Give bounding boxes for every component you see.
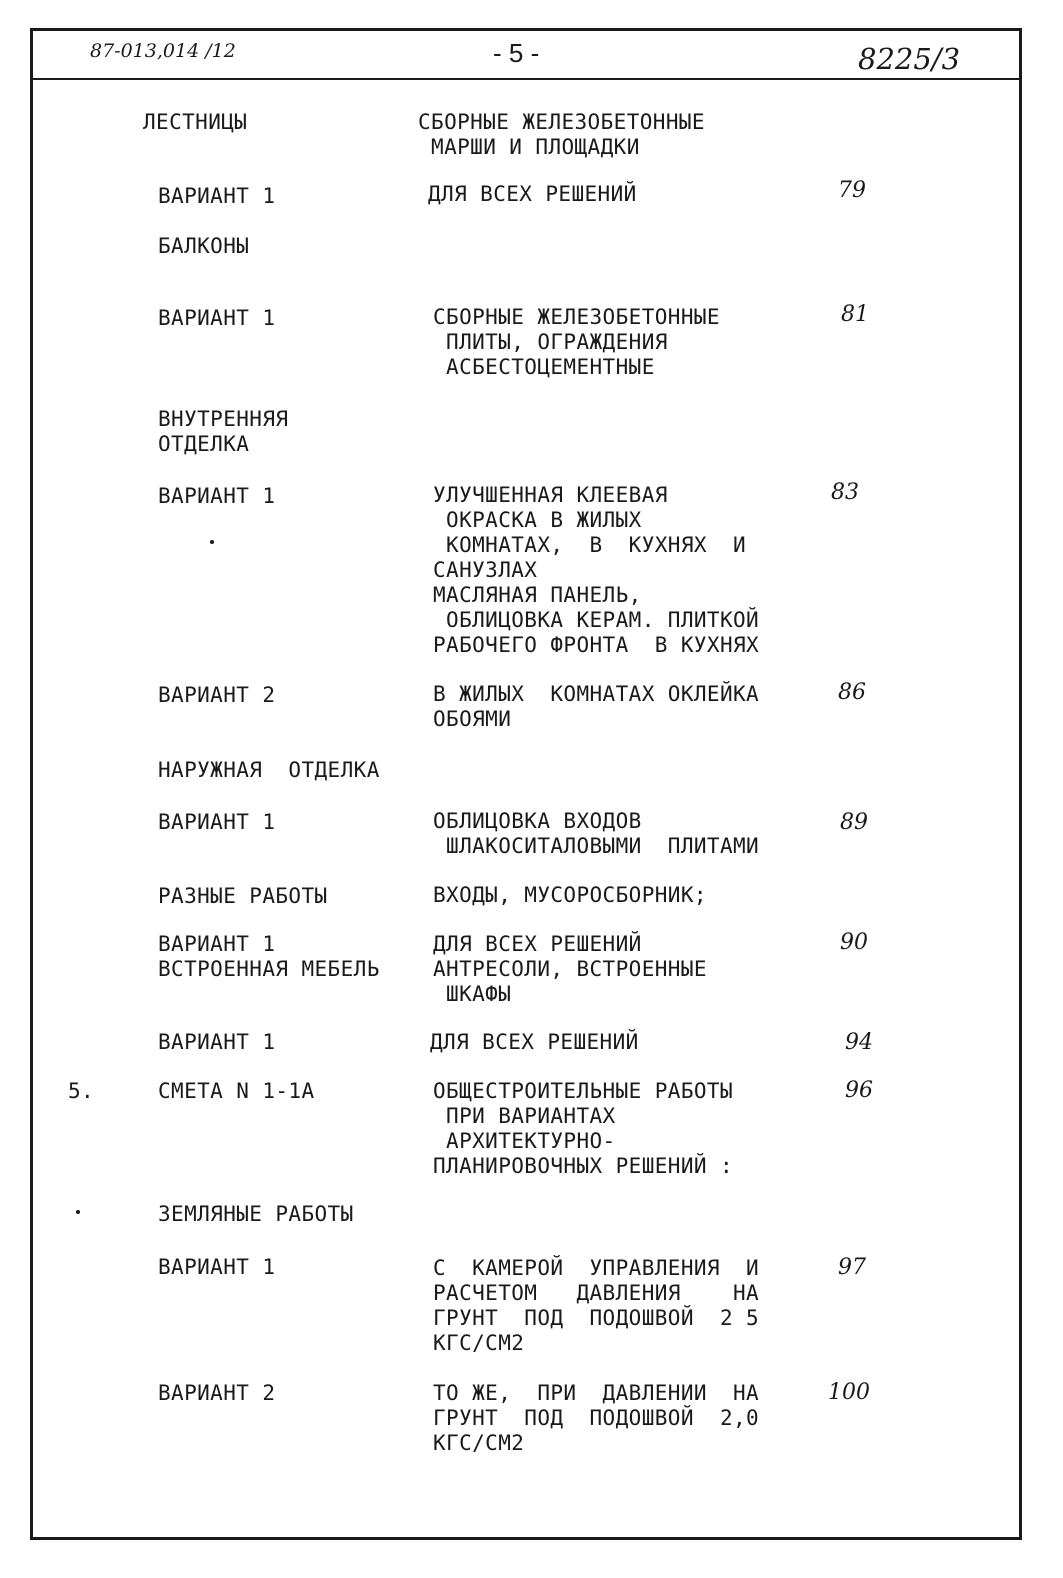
variant-label: ВАРИАНТ 1 [158, 1255, 276, 1279]
header-rule [30, 78, 1022, 80]
variant-label: ВАРИАНТ 1 [158, 184, 276, 208]
entry-page-number: 94 [845, 1030, 873, 1055]
entry-description: ДЛЯ ВСЕХ РЕШЕНИЙ АНТРЕСОЛИ, ВСТРОЕННЫЕ ШКАФЫ [433, 932, 707, 1006]
item-number: 5. [68, 1079, 95, 1103]
document-code: 87-013,014 /12 [90, 40, 236, 62]
page-number: - 5 - [493, 38, 540, 68]
section-label: ВНУТРЕННЯЯ ОТДЕЛКА [158, 407, 289, 456]
entry-description: ОБЛИЦОВКА ВХОДОВ ШЛАКОСИТАЛОВЫМИ ПЛИТАМИ [433, 809, 760, 858]
entry-description: ОБЩЕСТРОИТЕЛЬНЫЕ РАБОТЫ ПРИ ВАРИАНТАХ АРХИТЕКТУРНО- ПЛАНИРОВОЧНЫХ РЕШЕНИЙ : [433, 1079, 733, 1178]
entry-description: ТО ЖЕ, ПРИ ДАВЛЕНИИ НА ГРУНТ ПОД ПОДОШВОЙ 2,0 КГС/СМ2 [433, 1381, 760, 1455]
section-label: НАРУЖНАЯ ОТДЕЛКА [158, 758, 380, 782]
variant-label: ВАРИАНТ 2 [158, 683, 276, 707]
entry-page-number: 79 [838, 178, 866, 203]
speck-mark [210, 540, 214, 544]
entry-description: ДЛЯ ВСЕХ РЕШЕНИЙ [428, 182, 637, 206]
entry-page-number: 97 [838, 1255, 866, 1280]
variant-label: ВАРИАНТ 1 ВСТРОЕННАЯ МЕБЕЛЬ [158, 932, 380, 981]
section-label: ЛЕСТНИЦЫ [143, 110, 248, 134]
entry-description: СБОРНЫЕ ЖЕЛЕЗОБЕТОННЫЕ МАРШИ И ПЛОЩАДКИ [418, 110, 705, 159]
entry-description: ДЛЯ ВСЕХ РЕШЕНИЙ [430, 1030, 639, 1054]
entry-page-number: 96 [845, 1078, 873, 1103]
entry-description: СБОРНЫЕ ЖЕЛЕЗОБЕТОННЫЕ ПЛИТЫ, ОГРАЖДЕНИЯ АСБЕСТОЦЕМЕНТНЫЕ [433, 305, 720, 379]
variant-label: ВАРИАНТ 2 [158, 1381, 276, 1405]
entry-description: В ЖИЛЫХ КОМНАТАХ ОКЛЕЙКА ОБОЯМИ [433, 682, 760, 731]
entry-page-number: 90 [840, 930, 868, 955]
archive-number: 8225/3 [858, 42, 961, 76]
entry-description: ВХОДЫ, МУСОРОСБОРНИК; [433, 883, 707, 907]
speck-mark [76, 1210, 80, 1214]
entry-description: УЛУЧШЕННАЯ КЛЕЕВАЯ ОКРАСКА В ЖИЛЫХ КОМНАТАХ, В КУХНЯХ И САНУЗЛАХ МАСЛЯНАЯ ПАНЕЛЬ, ОБЛИЦОВКА КЕРАМ. ПЛИТКОЙ РАБОЧЕГО ФРОНТА В КУХНЯХ [433, 483, 760, 657]
entry-page-number: 83 [831, 480, 859, 505]
entry-description: С КАМЕРОЙ УПРАВЛЕНИЯ И РАСЧЕТОМ ДАВЛЕНИЯ НА ГРУНТ ПОД ПОДОШВОЙ 2 5 КГС/СМ2 [433, 1256, 760, 1355]
section-label: ЗЕМЛЯНЫЕ РАБОТЫ [158, 1202, 354, 1226]
section-label: БАЛКОНЫ [158, 234, 250, 258]
section-label: РАЗНЫЕ РАБОТЫ [158, 884, 328, 908]
entry-page-number: 89 [840, 810, 868, 835]
variant-label: ВАРИАНТ 1 [158, 484, 276, 508]
entry-page-number: 81 [841, 302, 869, 327]
variant-label: ВАРИАНТ 1 [158, 306, 276, 330]
estimate-label: СМЕТА N 1-1А [158, 1079, 315, 1103]
variant-label: ВАРИАНТ 1 [158, 810, 276, 834]
entry-page-number: 86 [838, 680, 866, 705]
variant-label: ВАРИАНТ 1 [158, 1030, 276, 1054]
entry-page-number: 100 [828, 1380, 870, 1405]
